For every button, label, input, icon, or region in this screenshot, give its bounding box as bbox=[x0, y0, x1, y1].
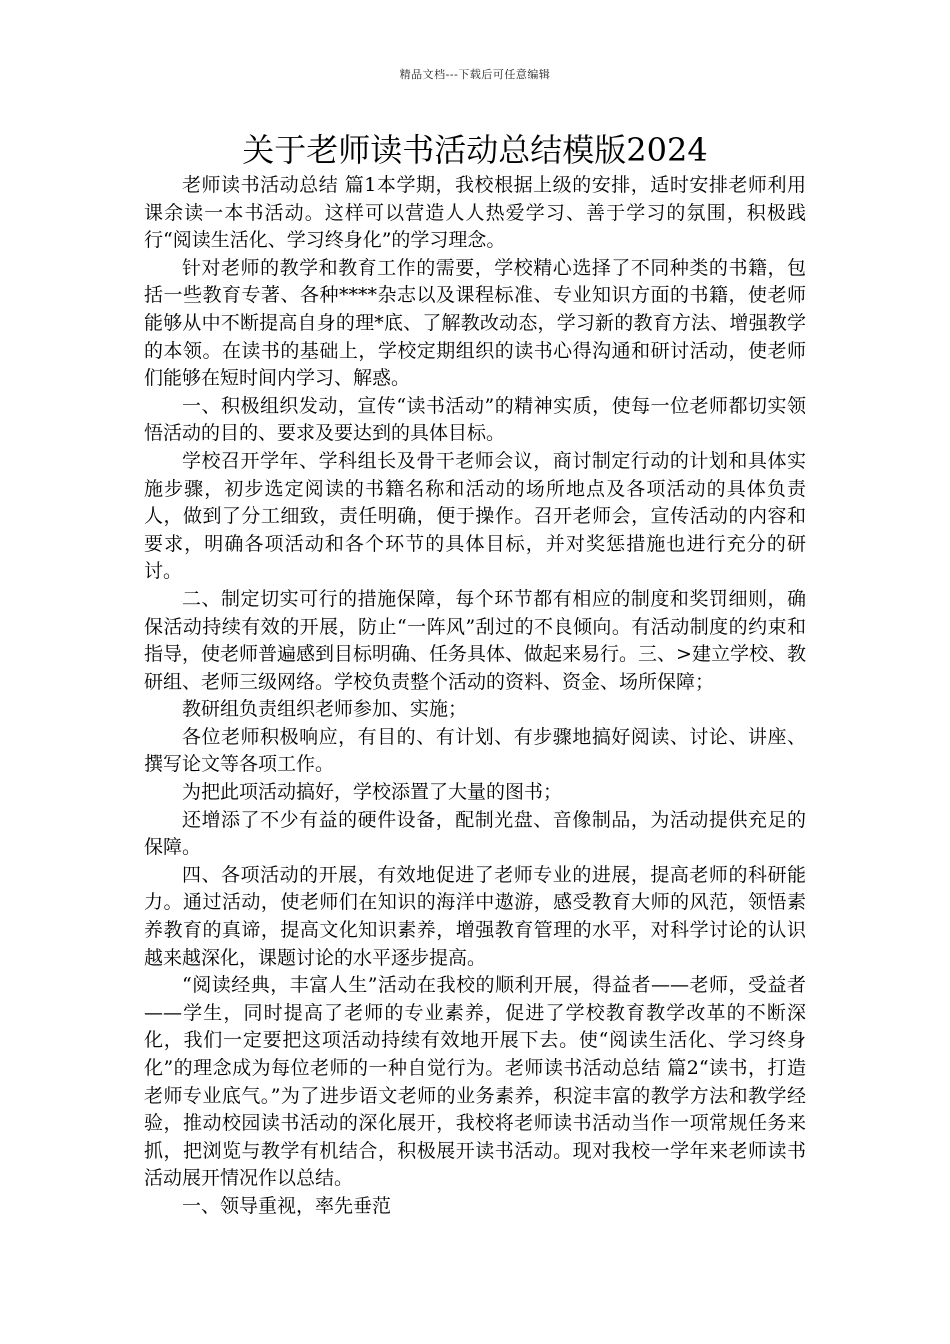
paragraph: “阅读经典，丰富人生”活动在我校的顺利开展，得益者——老师，受益者——学生，同时提高了老师的专业素养，促进了学校教育教学改革的不断深化，我们一定要把这项活动持续有效地开展下去。使“阅读生活化、学习终身化”的理念成为每位老师的一种自觉行为。老师读书活动总结 篇2“读书，打造老师专业底气。”为了进步语文老师的业务素养，积淀丰富的教学方法和教学经验，推动校园读书活动的深化展开，我校将老师读书活动当作一项常规任务来抓，把浏览与教学有机结合，积极展开读书活动。现对我校一学年来老师读书活动展开情况作以总结。 bbox=[144, 974, 806, 1190]
paragraph: 教研组负责组织老师参加、实施； bbox=[182, 698, 468, 721]
paragraph: 二、制定切实可行的措施保障，每个环节都有相应的制度和奖罚细则，确保活动持续有效的开展，防止“一阵风”刮过的不良倾向。有活动制度的约束和指导，使老师普遍感到目标明确、任务具体、做起来易行。三、>建立学校、教研组、老师三级网络。学校负责整个活动的资料、资金、场所保障； bbox=[144, 587, 806, 693]
paragraph: 为把此项活动搞好，学校添置了大量的图书； bbox=[182, 781, 563, 804]
paragraph: 一、积极组织发动，宣传“读书活动”的精神实质，使每一位老师都切实领悟活动的目的、要求及要达到的具体目标。 bbox=[144, 394, 806, 445]
paragraph: 四、各项活动的开展，有效地促进了老师专业的进展，提高老师的科研能力。通过活动，使老师们在知识的海洋中遨游，感受教育大师的风范，领悟素养教育的真谛，提高文化知识素养，增强教育管理的水平，对科学讨论的认识越来越深化，课题讨论的水平逐步提高。 bbox=[144, 863, 806, 969]
paragraph: 还增添了不少有益的硬件设备，配制光盘、音像制品，为活动提供充足的保障。 bbox=[144, 808, 806, 859]
paragraph: 针对老师的教学和教育工作的需要，学校精心选择了不同种类的书籍，包括一些教育专著、各种****杂志以及课程标准、专业知识方面的书籍，使老师能够从中不断提高自身的理*底、了解教改动态，学习新的教育方法、增强教学的本领。在读书的基础上，学校定期组织的读书心得沟通和研讨活动，使老师们能够在短时间内学习、解惑。 bbox=[144, 256, 806, 390]
paragraph: 一、领导重视，率先垂范 bbox=[182, 1194, 392, 1217]
paragraph: 学校召开学年、学科组长及骨干老师会议，商讨制定行动的计划和具体实施步骤，初步选定阅读的书籍名称和活动的场所地点及各项活动的具体负责人，做到了分工细致，责任明确，便于操作。召开老师会，宣传活动的内容和要求，明确各项活动和各个环节的具体目标，并对奖惩措施也进行充分的研讨。 bbox=[144, 449, 806, 583]
paragraph: 老师读书活动总结 篇1本学期，我校根据上级的安排，适时安排老师利用课余读一本书活动。这样可以营造人人热爱学习、善于学习的氛围，积极践行“阅读生活化、学习终身化”的学习理念。 bbox=[144, 174, 806, 252]
header-note: 精品文档---下载后可任意编辑 bbox=[399, 68, 551, 81]
document-body bbox=[144, 172, 806, 1221]
paragraph: 各位老师积极响应，有目的、有计划、有步骤地搞好阅读、讨论、讲座、撰写论文等各项工作。 bbox=[144, 725, 806, 776]
document-title: 关于老师读书活动总结模版2024 bbox=[242, 131, 708, 169]
